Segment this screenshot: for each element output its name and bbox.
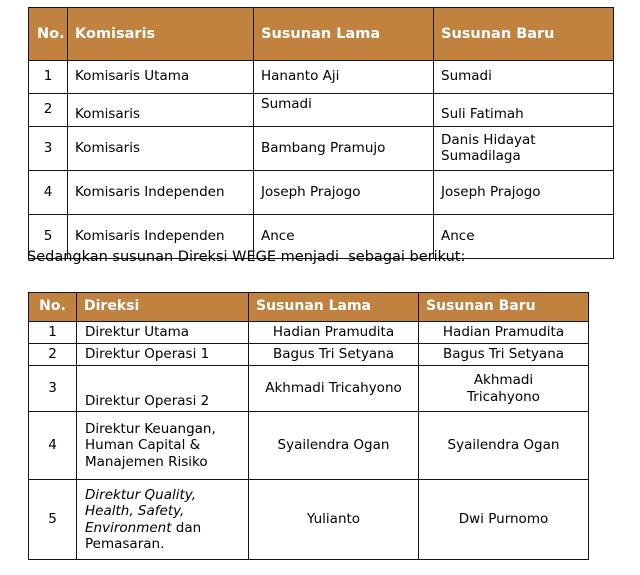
direksi-table-body xyxy=(29,322,589,560)
direksi-cell-old: Bagus Tri Setyana xyxy=(249,344,419,366)
komisaris-cell-no: 5 xyxy=(29,215,68,259)
direksi-cell-old: Syailendra Ogan xyxy=(249,412,419,480)
table-row xyxy=(29,127,614,171)
table-row xyxy=(29,480,589,560)
table-row xyxy=(29,61,614,94)
komisaris-header-no: No. xyxy=(29,8,68,61)
komisaris-table-head xyxy=(29,8,614,61)
direksi-cell-old: Hadian Pramudita xyxy=(249,322,419,344)
direksi-cell-no: 4 xyxy=(29,412,77,480)
direksi-cell-new: Bagus Tri Setyana xyxy=(419,344,589,366)
komisaris-cell-position: Komisaris xyxy=(68,127,254,171)
direksi-cell-position: Direktur Operasi 2 xyxy=(77,366,249,412)
direksi-cell-no: 5 xyxy=(29,480,77,560)
komisaris-header-old: Susunan Lama xyxy=(254,8,434,61)
direksi-cell-new: Syailendra Ogan xyxy=(419,412,589,480)
komisaris-cell-new: Danis Hidayat Sumadilaga xyxy=(434,127,614,171)
table-row xyxy=(29,344,589,366)
komisaris-cell-position: Komisaris Independen xyxy=(68,171,254,215)
komisaris-header-new: Susunan Baru xyxy=(434,8,614,61)
direksi-table-head xyxy=(29,293,589,322)
komisaris-cell-position: Komisaris Independen xyxy=(68,215,254,259)
komisaris-cell-old: Sumadi xyxy=(254,94,434,127)
komisaris-cell-new: Sumadi xyxy=(434,61,614,94)
komisaris-cell-no: 2 xyxy=(29,94,68,127)
komisaris-header-row xyxy=(29,8,614,61)
komisaris-cell-new: Suli Fatimah xyxy=(434,94,614,127)
komisaris-table xyxy=(28,7,614,259)
direksi-cell-old: Yulianto xyxy=(249,480,419,560)
komisaris-cell-new: Joseph Prajogo xyxy=(434,171,614,215)
direksi-cell-no: 3 xyxy=(29,366,77,412)
direksi-cell-new: Hadian Pramudita xyxy=(419,322,589,344)
direksi-cell-position xyxy=(77,480,249,560)
direksi-cell-old: Akhmadi Tricahyono xyxy=(249,366,419,412)
komisaris-cell-old: Bambang Pramujo xyxy=(254,127,434,171)
direksi-cell-position: Direktur Operasi 1 xyxy=(77,344,249,366)
komisaris-cell-old: Hananto Aji xyxy=(254,61,434,94)
direksi-cell-no: 1 xyxy=(29,322,77,344)
table-row xyxy=(29,322,589,344)
komisaris-table-body xyxy=(29,61,614,259)
table-row xyxy=(29,171,614,215)
direksi-header-row xyxy=(29,293,589,322)
direksi-cell-new: Dwi Purnomo xyxy=(419,480,589,560)
direksi-cell-position: Direktur Utama xyxy=(77,322,249,344)
direksi-cell-position-italic: Direktur Quality, Health, Safety, Environment xyxy=(85,487,196,536)
komisaris-cell-no: 4 xyxy=(29,171,68,215)
komisaris-cell-old: Ance xyxy=(254,215,434,259)
komisaris-cell-position: Komisaris Utama xyxy=(68,61,254,94)
komisaris-cell-old: Joseph Prajogo xyxy=(254,171,434,215)
direksi-cell-no: 2 xyxy=(29,344,77,366)
direksi-header-old: Susunan Lama xyxy=(249,293,419,322)
komisaris-header-position: Komisaris xyxy=(68,8,254,61)
komisaris-cell-position: Komisaris xyxy=(68,94,254,127)
table-row xyxy=(29,412,589,480)
direksi-cell-position: Direktur Keuangan, Human Capital & Manajemen Risiko xyxy=(77,412,249,480)
direksi-header-new: Susunan Baru xyxy=(419,293,589,322)
intro-paragraph: Sedangkan susunan Direksi WEGE menjadi sebagai berikut: xyxy=(27,249,466,265)
direksi-header-no: No. xyxy=(29,293,77,322)
direksi-cell-new: Akhmadi Tricahyono xyxy=(419,366,589,412)
direksi-cell-position-rest: dan Pemasaran. xyxy=(85,519,202,552)
table-row xyxy=(29,94,614,127)
table-row xyxy=(29,366,589,412)
komisaris-cell-new: Ance xyxy=(434,215,614,259)
komisaris-cell-no: 3 xyxy=(29,127,68,171)
direksi-table xyxy=(28,292,589,560)
komisaris-cell-no: 1 xyxy=(29,61,68,94)
direksi-header-position: Direksi xyxy=(77,293,249,322)
